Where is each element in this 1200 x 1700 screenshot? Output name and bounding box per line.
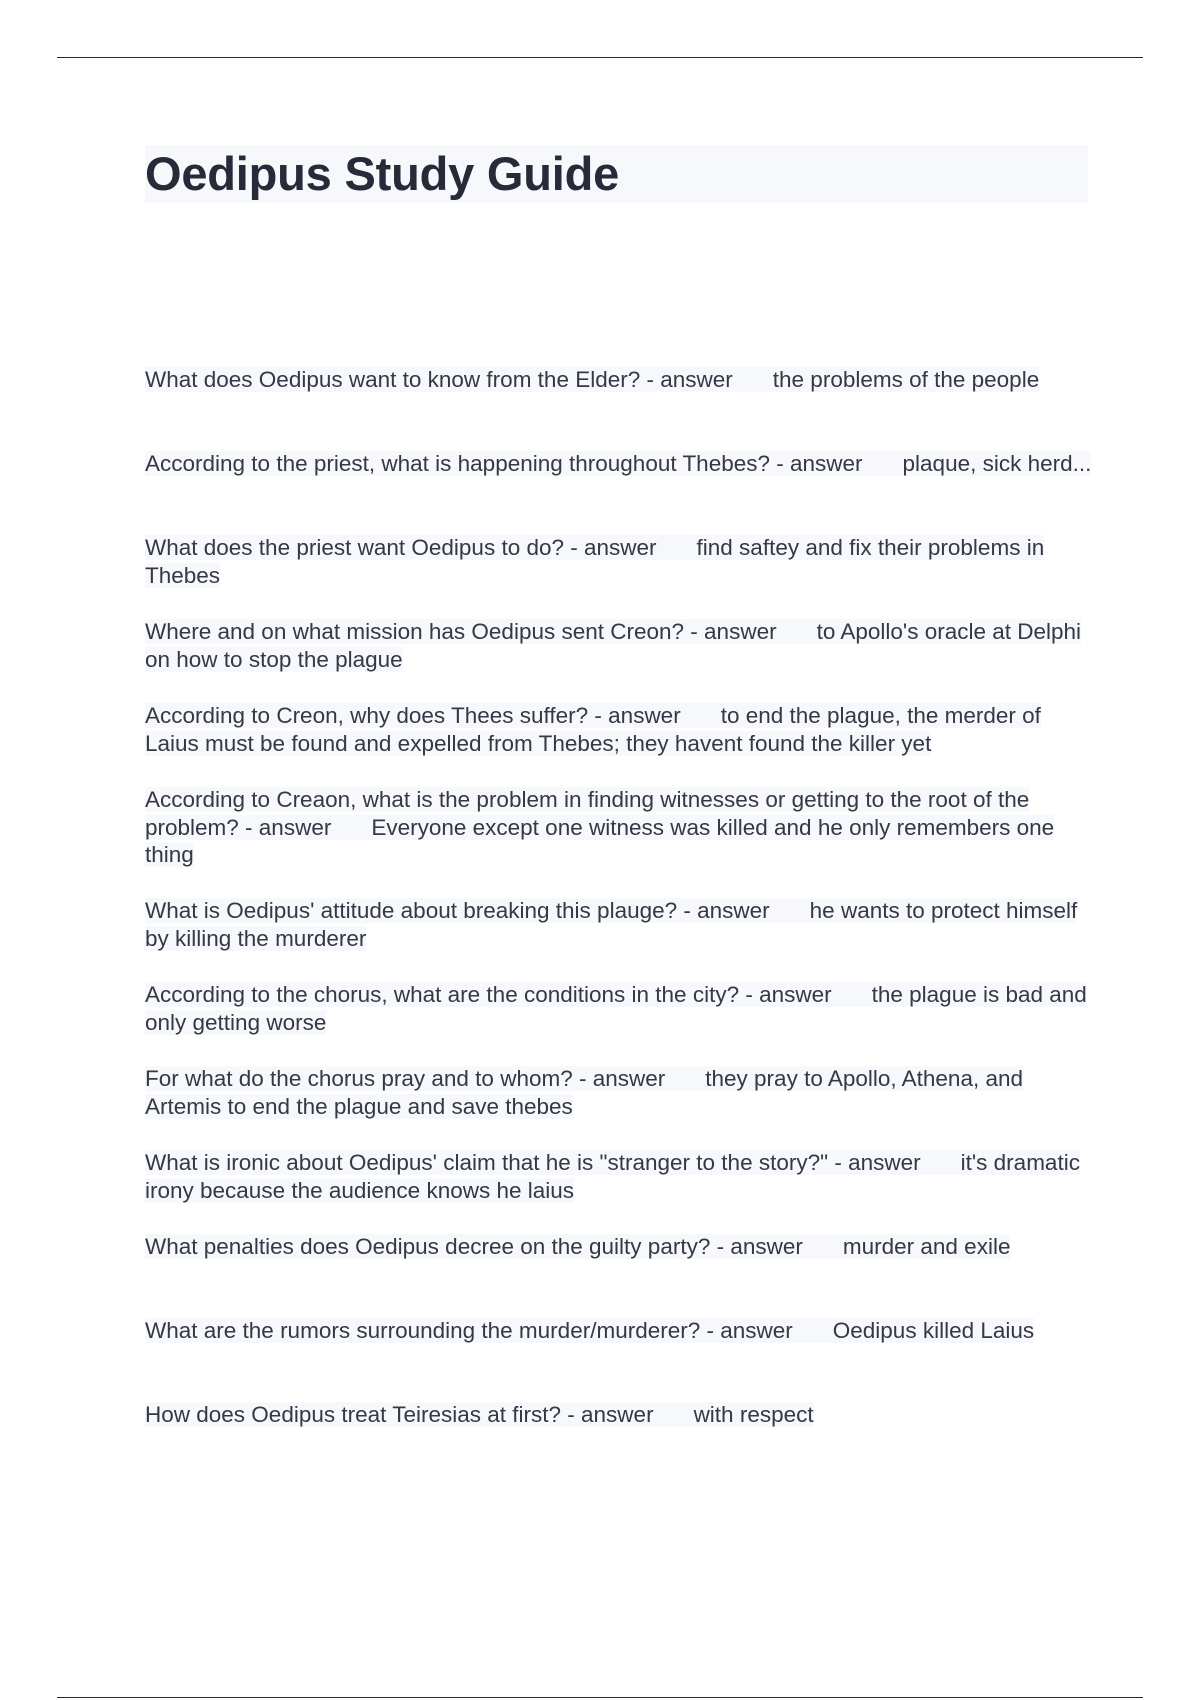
question-text: For what do the chorus pray and to whom? - answer [145,1066,666,1091]
qa-item [145,366,1095,450]
qa-item [145,981,1095,1065]
qa-item [145,618,1095,702]
answer-text: the plague is bad and only getting worse [145,982,1087,1035]
answer-text: Oedipus killed Laius [832,1318,1035,1343]
question-text: According to the priest, what is happening throughout Thebes? - answer [145,451,863,476]
answer-text: to Apollo's oracle at Delphi on how to stop the plague [145,619,1082,672]
qa-item [145,1233,1095,1317]
question-text: According to Creaon, what is the problem in finding witnesses or getting to the root of the problem? - answer [145,787,1030,840]
qa-item [145,897,1095,981]
answer-text: Everyone except one witness was killed and he only remembers one thing [145,814,1055,867]
question-text: What is ironic about Oedipus' claim that he is "stranger to the story?" - answer [145,1150,921,1175]
answer-text: they pray to Apollo, Athena, and Artemis to end the plague and save thebes [145,1066,1024,1119]
answer-text: to end the plague, the merder of Laius must be found and expelled from Thebes; they havent found the killer yet [145,703,1041,756]
bottom-divider [57,1697,1143,1698]
answer-text: murder and exile [842,1234,1011,1259]
qa-list [145,366,1095,1485]
question-text: What are the rumors surrounding the murder/murderer? - answer [145,1318,793,1343]
qa-item [145,1401,1095,1485]
answer-text: plaque, sick herd... [902,451,1092,476]
top-divider [57,57,1143,58]
answer-text: it's dramatic irony because the audience knows he laius [145,1150,1080,1203]
qa-item [145,1149,1095,1233]
answer-text: find saftey and fix their problems in Thebes [145,535,1045,588]
qa-item [145,450,1095,534]
question-text: What penalties does Oedipus decree on the guilty party? - answer [145,1234,803,1259]
qa-item [145,702,1095,786]
question-text: According to the chorus, what are the conditions in the city? - answer [145,982,832,1007]
answer-text: he wants to protect himself by killing the murderer [145,898,1078,951]
qa-item [145,786,1095,897]
question-text: What does the priest want Oedipus to do? - answer [145,535,657,560]
qa-item [145,1065,1095,1149]
qa-item [145,1317,1095,1401]
page-title: Oedipus Study Guide [145,147,620,200]
question-text: What does Oedipus want to know from the Elder? - answer [145,367,733,392]
answer-text: with respect [693,1402,814,1427]
answer-text: the problems of the people [772,367,1040,392]
qa-item [145,534,1095,618]
question-text: What is Oedipus' attitude about breaking this plauge? - answer [145,898,770,923]
question-text: Where and on what mission has Oedipus sent Creon? - answer [145,619,777,644]
question-text: How does Oedipus treat Teiresias at first? - answer [145,1402,654,1427]
question-text: According to Creon, why does Thees suffer? - answer [145,703,681,728]
